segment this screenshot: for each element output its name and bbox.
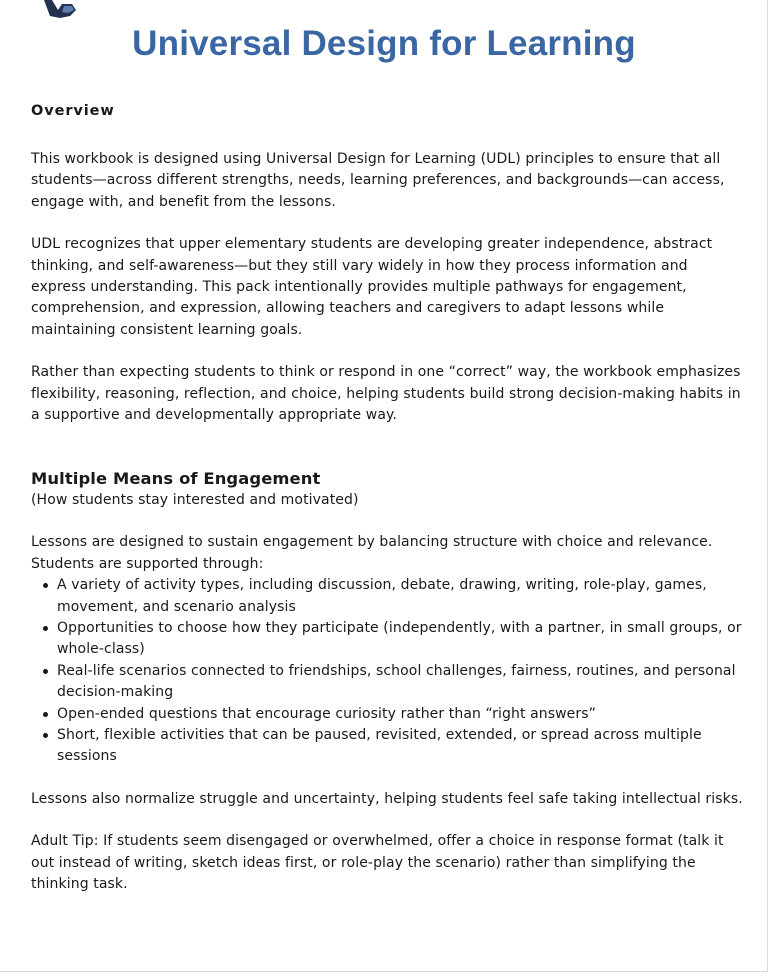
page-title: Universal Design for Learning [132,24,636,63]
decorative-figure-icon [42,0,82,20]
adult-tip: Adult Tip: If students seem disengaged or overwhelmed, offer a choice in response format (talk it out instead of writing, sketch ideas first, or role-play the scenario) rather than simplifying the thinking task. [31,833,724,892]
list-item: A variety of activity types, including discussion, debate, drawing, writing, role-play, games, movement, and scenario analysis [57,575,743,618]
engagement-bullet-list [31,575,743,768]
list-item: Open-ended questions that encourage curiosity rather than “right answers” [57,704,743,725]
overview-paragraph: Rather than expecting students to think or respond in one “correct” way, the workbook emphasizes flexibility, reasoning, reflection, and choice, helping students build strong decision-making habits in a supportive and developmentally appropriate way. [31,364,741,424]
engagement-heading: Multiple Means of Engagement [31,469,321,489]
engagement-intro: Lessons are designed to sustain engagement by balancing structure with choice and relevance. Students are supported through: [31,534,713,572]
overview-paragraph: UDL recognizes that upper elementary students are developing greater independence, abstract thinking, and self-awareness—but they still vary widely in how they process information and express understanding. This pack intentionally provides multiple pathways for engagement, comprehension, and expression, allowing teachers and caregivers to adapt lessons while maintaining consistent learning goals. [31,236,713,338]
overview-heading: Overview [31,103,115,119]
list-item: Opportunities to choose how they participate (independently, with a partner, in small groups, or whole-class) [57,618,743,661]
overview-paragraph: This workbook is designed using Universal Design for Learning (UDL) principles to ensure that all students—across different strengths, needs, learning preferences, and backgrounds—can access, engage with, and benefit from the lessons. [31,151,725,210]
list-item: Short, flexible activities that can be paused, revisited, extended, or spread across multiple sessions [57,725,743,768]
document-body [31,99,743,895]
engagement-closing: Lessons also normalize struggle and uncertainty, helping students feel safe taking intellectual risks. [31,790,743,807]
list-item: Real-life scenarios connected to friendships, school challenges, fairness, routines, and personal decision-making [57,661,743,704]
engagement-subheading: (How students stay interested and motivated) [31,491,359,508]
